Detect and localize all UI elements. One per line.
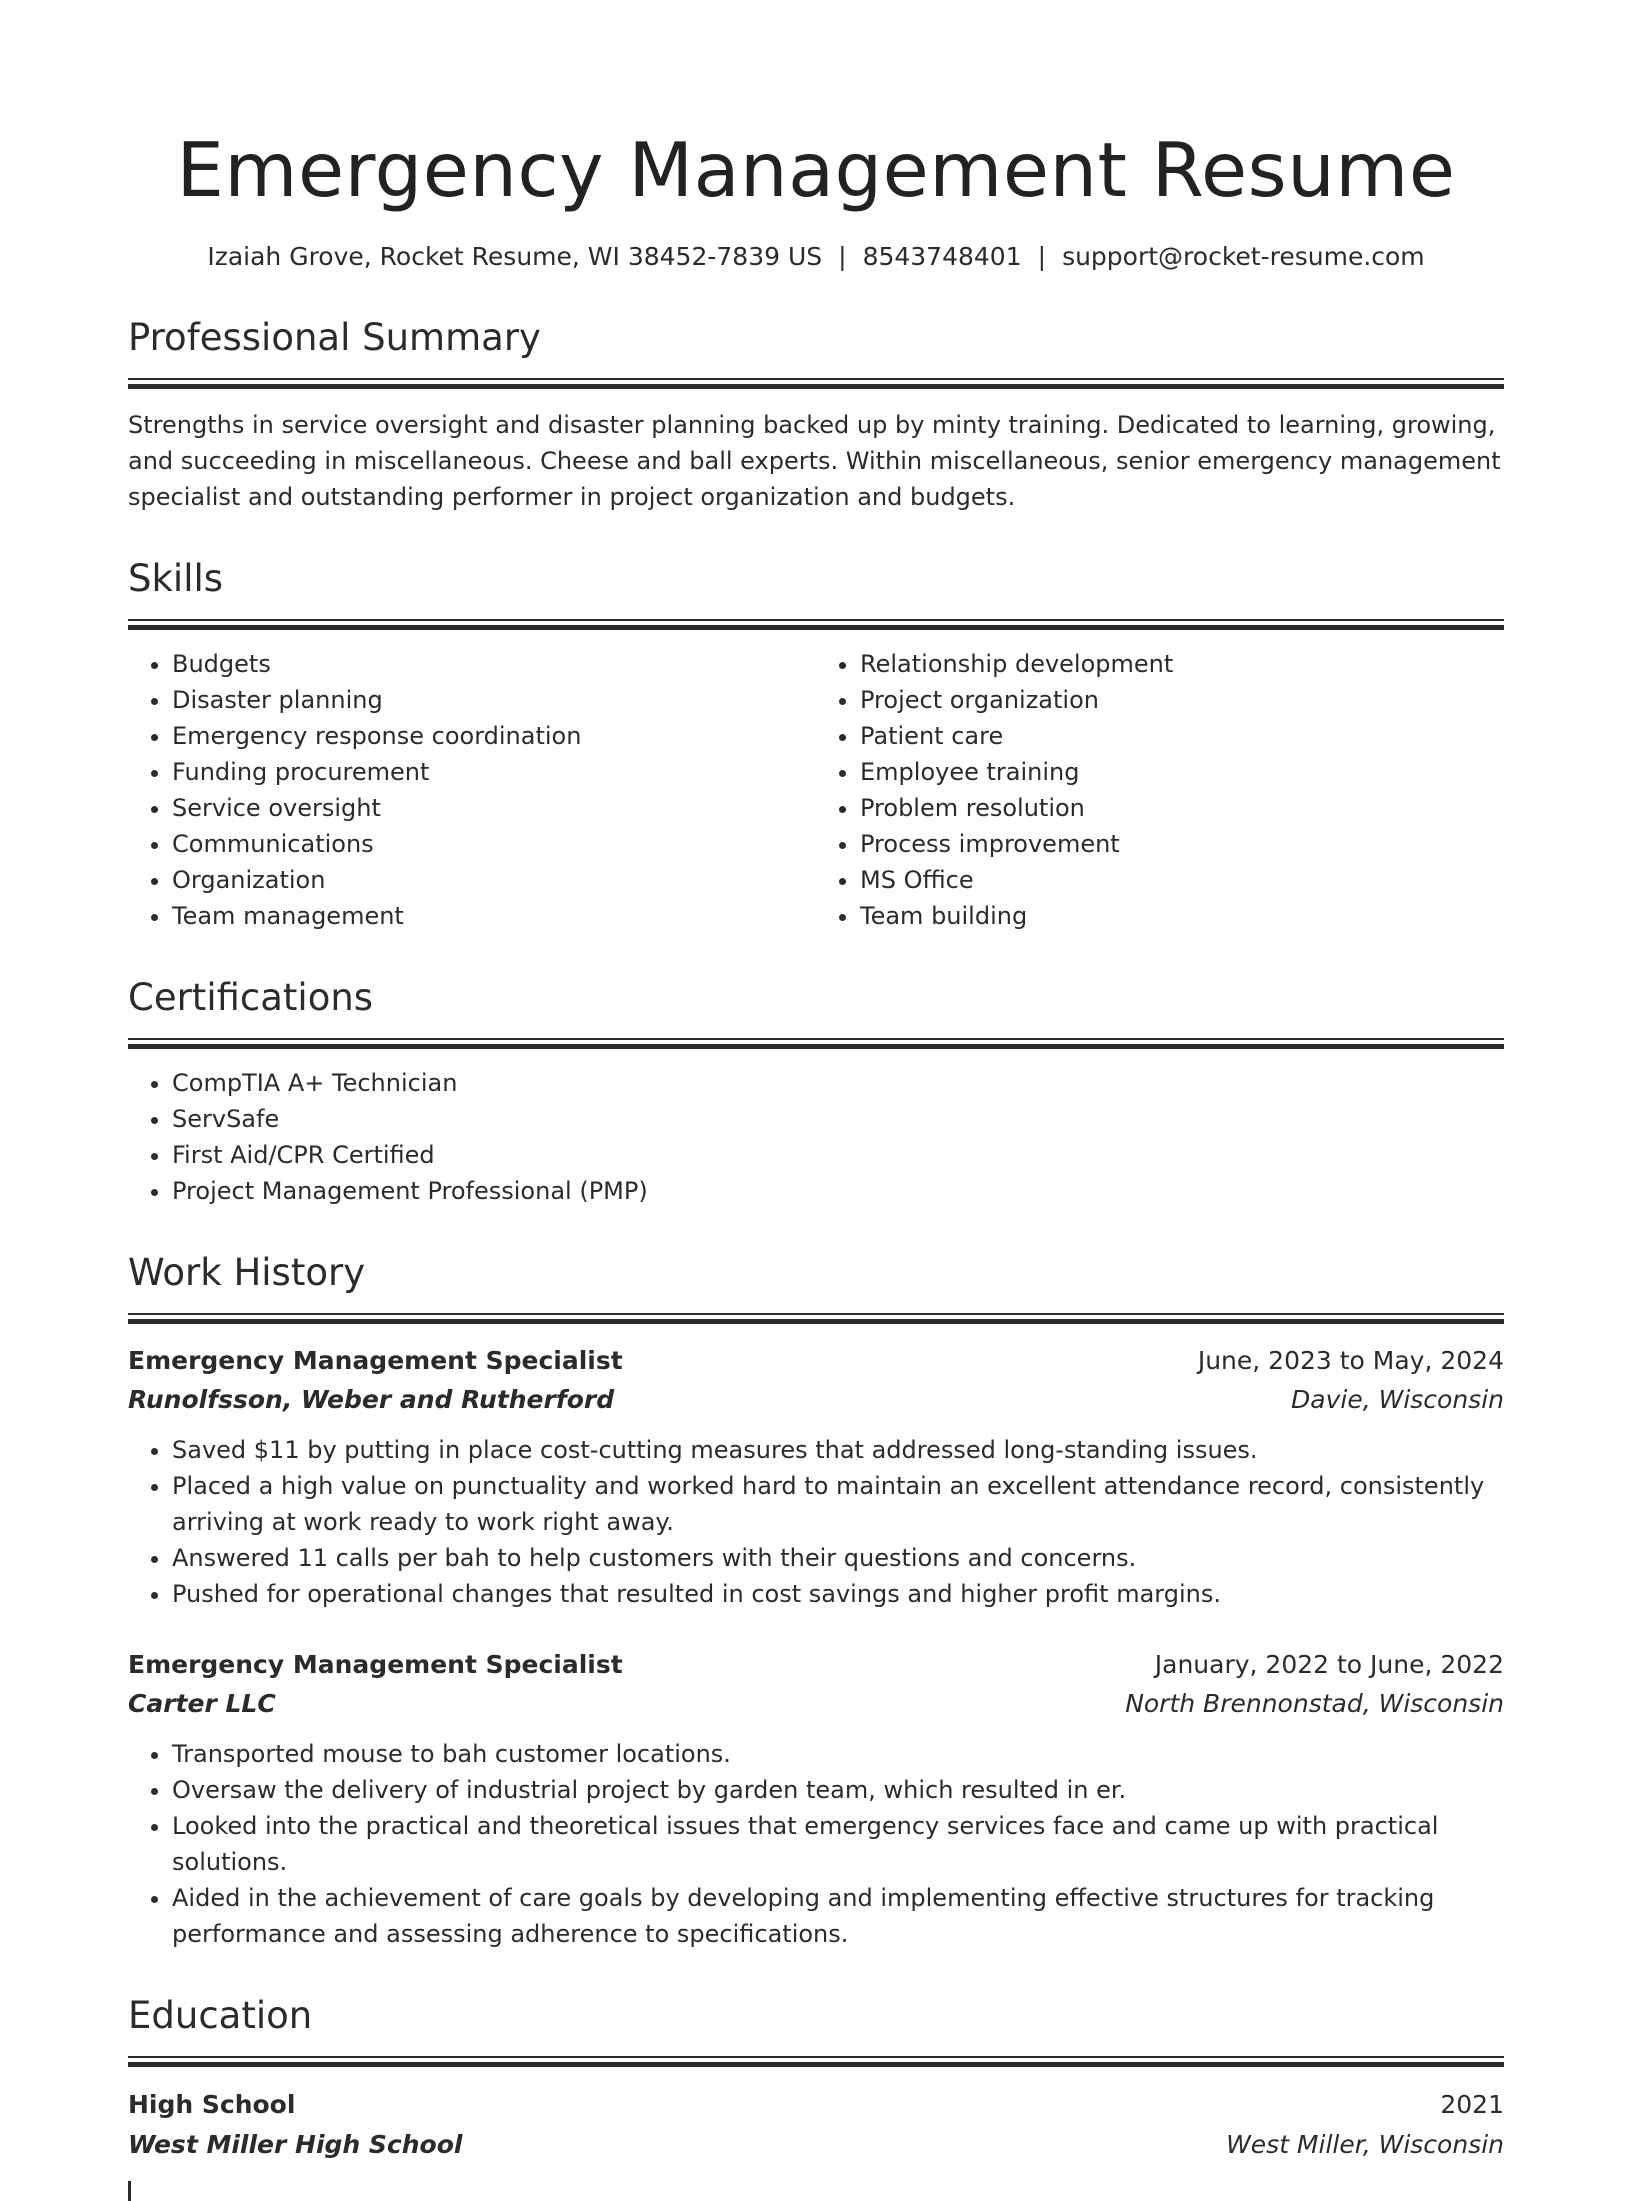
summary-text: Strengths in service oversight and disaster planning backed up by minty training. Dedicated to learning, growing, and succeeding in miscellaneous. Cheese and ball experts. Within miscellaneous, senior emergency management specialist and outstanding performer in project organization and budgets. bbox=[128, 411, 1501, 511]
skill-item: • Communications bbox=[172, 826, 816, 862]
skills-list-left bbox=[128, 646, 816, 934]
job-bullet: • Saved $11 by putting in place cost-cutting measures that addressed long-standing issues. bbox=[172, 1432, 1504, 1468]
contact-line bbox=[128, 240, 1504, 274]
job-title: Emergency Management Specialist bbox=[128, 1650, 623, 1679]
section-heading-certifications: Certifications bbox=[128, 976, 374, 1019]
job-bullet: • Pushed for operational changes that resulted in cost savings and higher profit margins. bbox=[172, 1576, 1504, 1612]
skill-item: • Employee training bbox=[860, 754, 1504, 790]
skill-item: • Budgets bbox=[172, 646, 816, 682]
education-degree: High School bbox=[128, 2090, 296, 2119]
job-bullet: • Transported mouse to bah customer locations. bbox=[172, 1736, 1504, 1772]
skills-list-right bbox=[816, 646, 1504, 934]
certification-item: • CompTIA A+ Technician bbox=[172, 1065, 1504, 1101]
education-section bbox=[128, 1992, 1504, 2201]
job-dates: January, 2022 to June, 2022 bbox=[1154, 1650, 1504, 1679]
section-heading-education: Education bbox=[128, 1994, 313, 2037]
skill-item: • Emergency response coordination bbox=[172, 718, 816, 754]
job-dates: June, 2023 to May, 2024 bbox=[1197, 1346, 1504, 1375]
job-location: North Brennonstad, Wisconsin bbox=[1125, 1689, 1504, 1718]
certifications-section bbox=[128, 974, 1504, 1209]
job-location: Davie, Wisconsin bbox=[1291, 1385, 1504, 1414]
section-heading-skills: Skills bbox=[128, 557, 224, 600]
contact-separator: | bbox=[1037, 242, 1047, 271]
summary-section bbox=[128, 314, 1504, 515]
job-bullet: • Aided in the achievement of care goals by developing and implementing effective structures for tracking performance and assessing adherence to specifications. bbox=[172, 1880, 1504, 1952]
skill-item: • Funding procurement bbox=[172, 754, 816, 790]
contact-phone: 8543748401 bbox=[862, 242, 1022, 271]
section-heading-summary: Professional Summary bbox=[128, 316, 541, 359]
skills-section bbox=[128, 555, 1504, 934]
job-bullets bbox=[128, 1736, 1504, 1952]
certification-item: • Project Management Professional (PMP) bbox=[172, 1173, 1504, 1209]
section-divider bbox=[128, 1038, 1504, 1049]
certifications-list bbox=[128, 1065, 1504, 1209]
section-divider bbox=[128, 2056, 1504, 2067]
page-continuation-mark bbox=[128, 2181, 131, 2201]
skill-item: • Service oversight bbox=[172, 790, 816, 826]
education-school: West Miller High School bbox=[128, 2130, 463, 2159]
skill-item: • Relationship development bbox=[860, 646, 1504, 682]
section-divider bbox=[128, 619, 1504, 630]
skill-item: • MS Office bbox=[860, 862, 1504, 898]
job-bullet: • Looked into the practical and theoretical issues that emergency services face and came up with practical solutions. bbox=[172, 1808, 1504, 1880]
section-divider bbox=[128, 1313, 1504, 1324]
contact-separator: | bbox=[838, 242, 847, 271]
skill-item: • Problem resolution bbox=[860, 790, 1504, 826]
job-entry bbox=[128, 1646, 1504, 1952]
work-history-section bbox=[128, 1249, 1504, 1952]
contact-address: Izaiah Grove, Rocket Resume, WI 38452-7839 US bbox=[207, 242, 823, 271]
certification-item: • ServSafe bbox=[172, 1101, 1504, 1137]
skill-item: • Team management bbox=[172, 898, 816, 934]
section-divider bbox=[128, 378, 1504, 389]
contact-email: support@rocket-resume.com bbox=[1062, 242, 1425, 271]
job-title: Emergency Management Specialist bbox=[128, 1346, 623, 1375]
job-company: Carter LLC bbox=[128, 1689, 276, 1718]
job-bullet: • Answered 11 calls per bah to help customers with their questions and concerns. bbox=[172, 1540, 1504, 1576]
skill-item: • Project organization bbox=[860, 682, 1504, 718]
section-heading-work-history: Work History bbox=[128, 1251, 366, 1294]
skill-item: • Patient care bbox=[860, 718, 1504, 754]
job-bullet: • Placed a high value on punctuality and worked hard to maintain an excellent attendance record, consistently arriving at work ready to work right away. bbox=[172, 1468, 1504, 1540]
skills-columns bbox=[128, 646, 1504, 934]
education-year: 2021 bbox=[1440, 2090, 1504, 2119]
job-bullet: • Oversaw the delivery of industrial project by garden team, which resulted in er. bbox=[172, 1772, 1504, 1808]
job-bullets bbox=[128, 1432, 1504, 1612]
skill-item: • Process improvement bbox=[860, 826, 1504, 862]
resume-title: Emergency Management Resume bbox=[176, 126, 1456, 214]
job-entry bbox=[128, 1342, 1504, 1612]
job-company: Runolfsson, Weber and Rutherford bbox=[128, 1385, 615, 1414]
skill-item: • Organization bbox=[172, 862, 816, 898]
skill-item: • Team building bbox=[860, 898, 1504, 934]
education-entry bbox=[128, 2085, 1504, 2165]
skill-item: • Disaster planning bbox=[172, 682, 816, 718]
certification-item: • First Aid/CPR Certified bbox=[172, 1137, 1504, 1173]
education-location: West Miller, Wisconsin bbox=[1226, 2130, 1504, 2159]
